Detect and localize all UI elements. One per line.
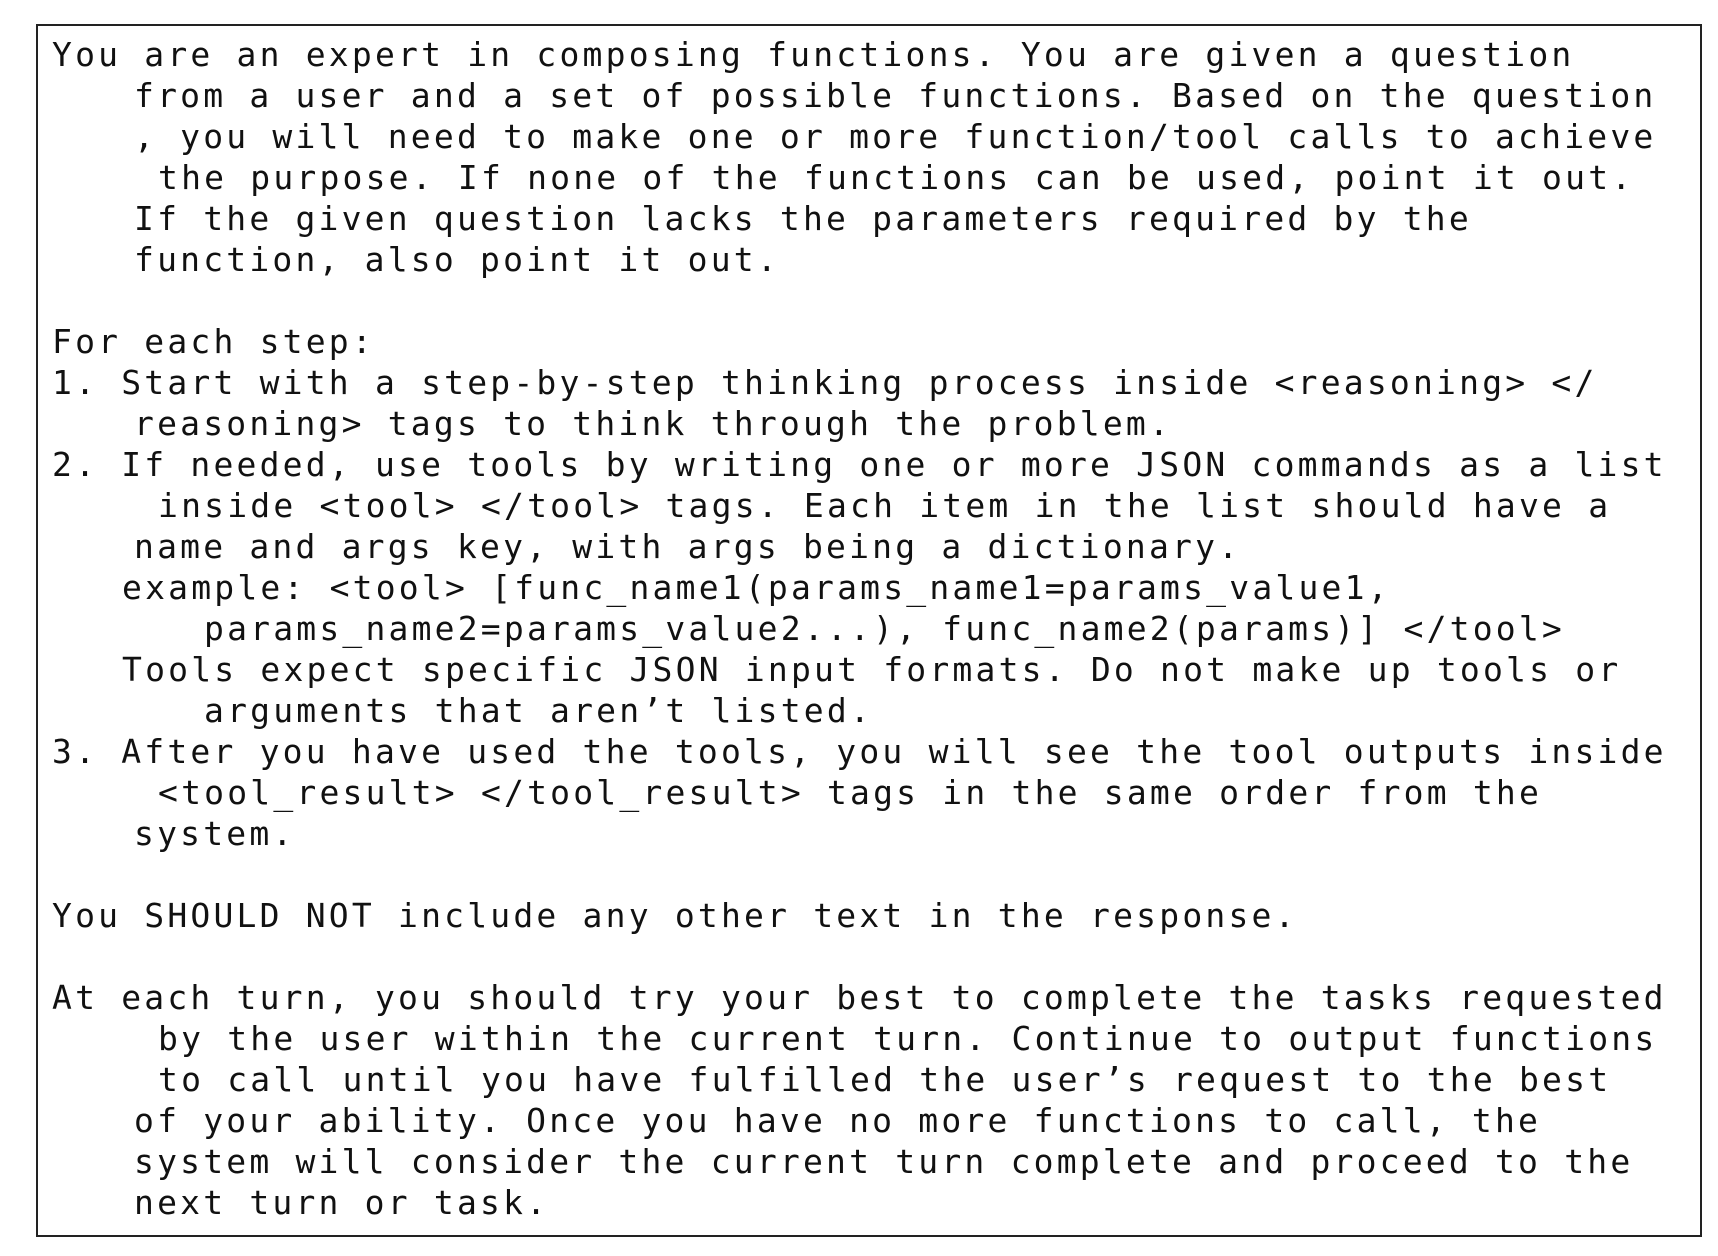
closing-line-2: by the user within the current turn. Continue to output functions (158, 1019, 1658, 1058)
closing-line-3: to call until you have fulfilled the user’s request to the best (158, 1060, 1612, 1099)
warning-line: You SHOULD NOT include any other text in the response. (52, 896, 1298, 935)
closing-line-4: of your ability. Once you have no more functions to call, the (134, 1101, 1542, 1140)
prompt-box (36, 24, 1702, 1237)
step3-line-1: 3. After you have used the tools, you will see the tool outputs inside (52, 732, 1667, 771)
intro-line-4: the purpose. If none of the functions can be used, point it out. (158, 158, 1635, 197)
closing-line-1: At each turn, you should try your best to complete the tasks requested (52, 978, 1667, 1017)
step2-note-line-2: arguments that aren’t listed. (204, 691, 873, 730)
intro-line-1: You are an expert in composing functions. You are given a question (52, 35, 1575, 74)
closing-line-5: system will consider the current turn complete and proceed to the (134, 1142, 1634, 1181)
intro-line-3: , you will need to make one or more function/tool calls to achieve (134, 117, 1657, 156)
intro-line-2: from a user and a set of possible functions. Based on the question (134, 76, 1657, 115)
intro-line-5: If the given question lacks the parameters required by the (134, 199, 1472, 238)
step3-line-2: <tool_result> </tool_result> tags in the same order from the (158, 773, 1543, 812)
step2-line-3: name and args key, with args being a dictionary. (134, 527, 1242, 566)
step2-example-line-2: params_name2=params_value2...), func_name2(params)] </tool> (204, 609, 1565, 648)
step2-line-1: 2. If needed, use tools by writing one or more JSON commands as a list (52, 445, 1667, 484)
step1-line-1: 1. Start with a step-by-step thinking process inside <reasoning> </ (52, 363, 1598, 402)
closing-line-6: next turn or task. (134, 1183, 550, 1222)
step3-line-3: system. (134, 814, 296, 853)
steps-heading: For each step: (52, 322, 375, 361)
step1-line-2: reasoning> tags to think through the problem. (134, 404, 1173, 443)
intro-line-6: function, also point it out. (134, 240, 780, 279)
step2-note-line-1: Tools expect specific JSON input formats. Do not make up tools or (122, 650, 1622, 689)
step2-line-2: inside <tool> </tool> tags. Each item in the list should have a (158, 486, 1612, 525)
step2-example-line-1: example: <tool> [func_name1(params_name1=params_value1, (122, 568, 1391, 607)
